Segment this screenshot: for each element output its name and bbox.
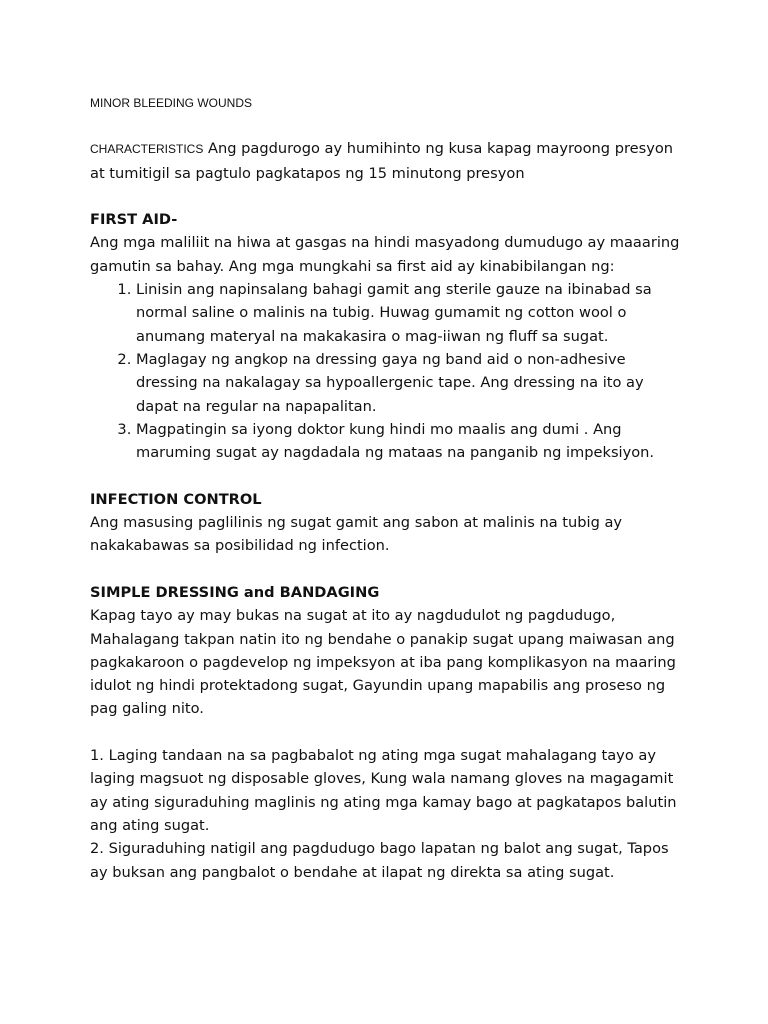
spacer [90, 721, 690, 744]
infection-control-heading: INFECTION CONTROL [90, 490, 262, 508]
first-aid-steps [90, 278, 690, 464]
list-item: 3. Magpatingin sa iyong doktor kung hindi mo maalis ang dumi . Ang maruming sugat ay nagdadala ng mataas na panganib ng impeksiyon. [136, 418, 690, 465]
characteristics-label: CHARACTERISTICS [90, 142, 204, 157]
spacer [90, 185, 690, 208]
document-title: MINOR BLEEDING WOUNDS [90, 96, 253, 110]
spacer [90, 464, 690, 487]
spacer [90, 558, 690, 581]
first-aid-heading: FIRST AID- [90, 211, 178, 229]
list-item: 1. Laging tandaan na sa pagbabalot ng ating mga sugat mahalagang tayo ay laging magsuot ng disposable gloves, Kung wala namang gloves na magagamit ay ating siguraduhing maglinis ng ating mga kamay bago at pagkatapos balutin ang ating sugat. [90, 747, 677, 834]
document-page [90, 94, 690, 884]
list-item: 2. Siguraduhing natigil ang pagdudugo bago lapatan ng balot ang sugat, Tapos ay buksan ang pangbalot o bendahe at ilapat ng direkta sa ating sugat. [90, 840, 669, 881]
characteristics-paragraph [90, 137, 690, 185]
simple-dressing-intro: Kapag tayo ay may bukas na sugat at ito ay nagdudulot ng pagdudugo, Mahalagang takpan natin ito ng bendahe o panakip sugat upang maiwasan ang pagkakaroon o pagdevelop ng impeksyon at iba pang komplikasyon na maaring idulot ng hindi protektadong sugat, Gayundin upang mapabilis ang proseso ng pag galing nito. [90, 607, 676, 718]
spacer [90, 114, 690, 137]
list-item: 2. Maglagay ng angkop na dressing gaya ng band aid o non-adhesive dressing na nakalagay sa hypoallergenic tape. Ang dressing na ito ay dapat na regular na napapalitan. [136, 348, 690, 418]
simple-dressing-heading: SIMPLE DRESSING and BANDAGING [90, 583, 380, 601]
infection-control-text: Ang masusing paglilinis ng sugat gamit ang sabon at malinis na tubig ay nakakabawas sa posibilidad ng infection. [90, 514, 623, 555]
first-aid-intro: Ang mga maliliit na hiwa at gasgas na hindi masyadong dumudugo ay maaaring gamutin sa bahay. Ang mga mungkahi sa first aid ay kinabibilangan ng: [90, 234, 680, 275]
characteristics-text: Ang pagdurogo ay humihinto ng kusa kapag mayroong presyon at tumitigil sa pagtulo pagkatapos ng 15 minutong presyon [90, 140, 674, 182]
list-item: 1. Linisin ang napinsalang bahagi gamit ang sterile gauze na ibinabad sa normal saline o malinis na tubig. Huwag gumamit ng cotton wool o anumang materyal na makakasira o mag-iiwan ng fluff sa sugat. [136, 278, 690, 348]
